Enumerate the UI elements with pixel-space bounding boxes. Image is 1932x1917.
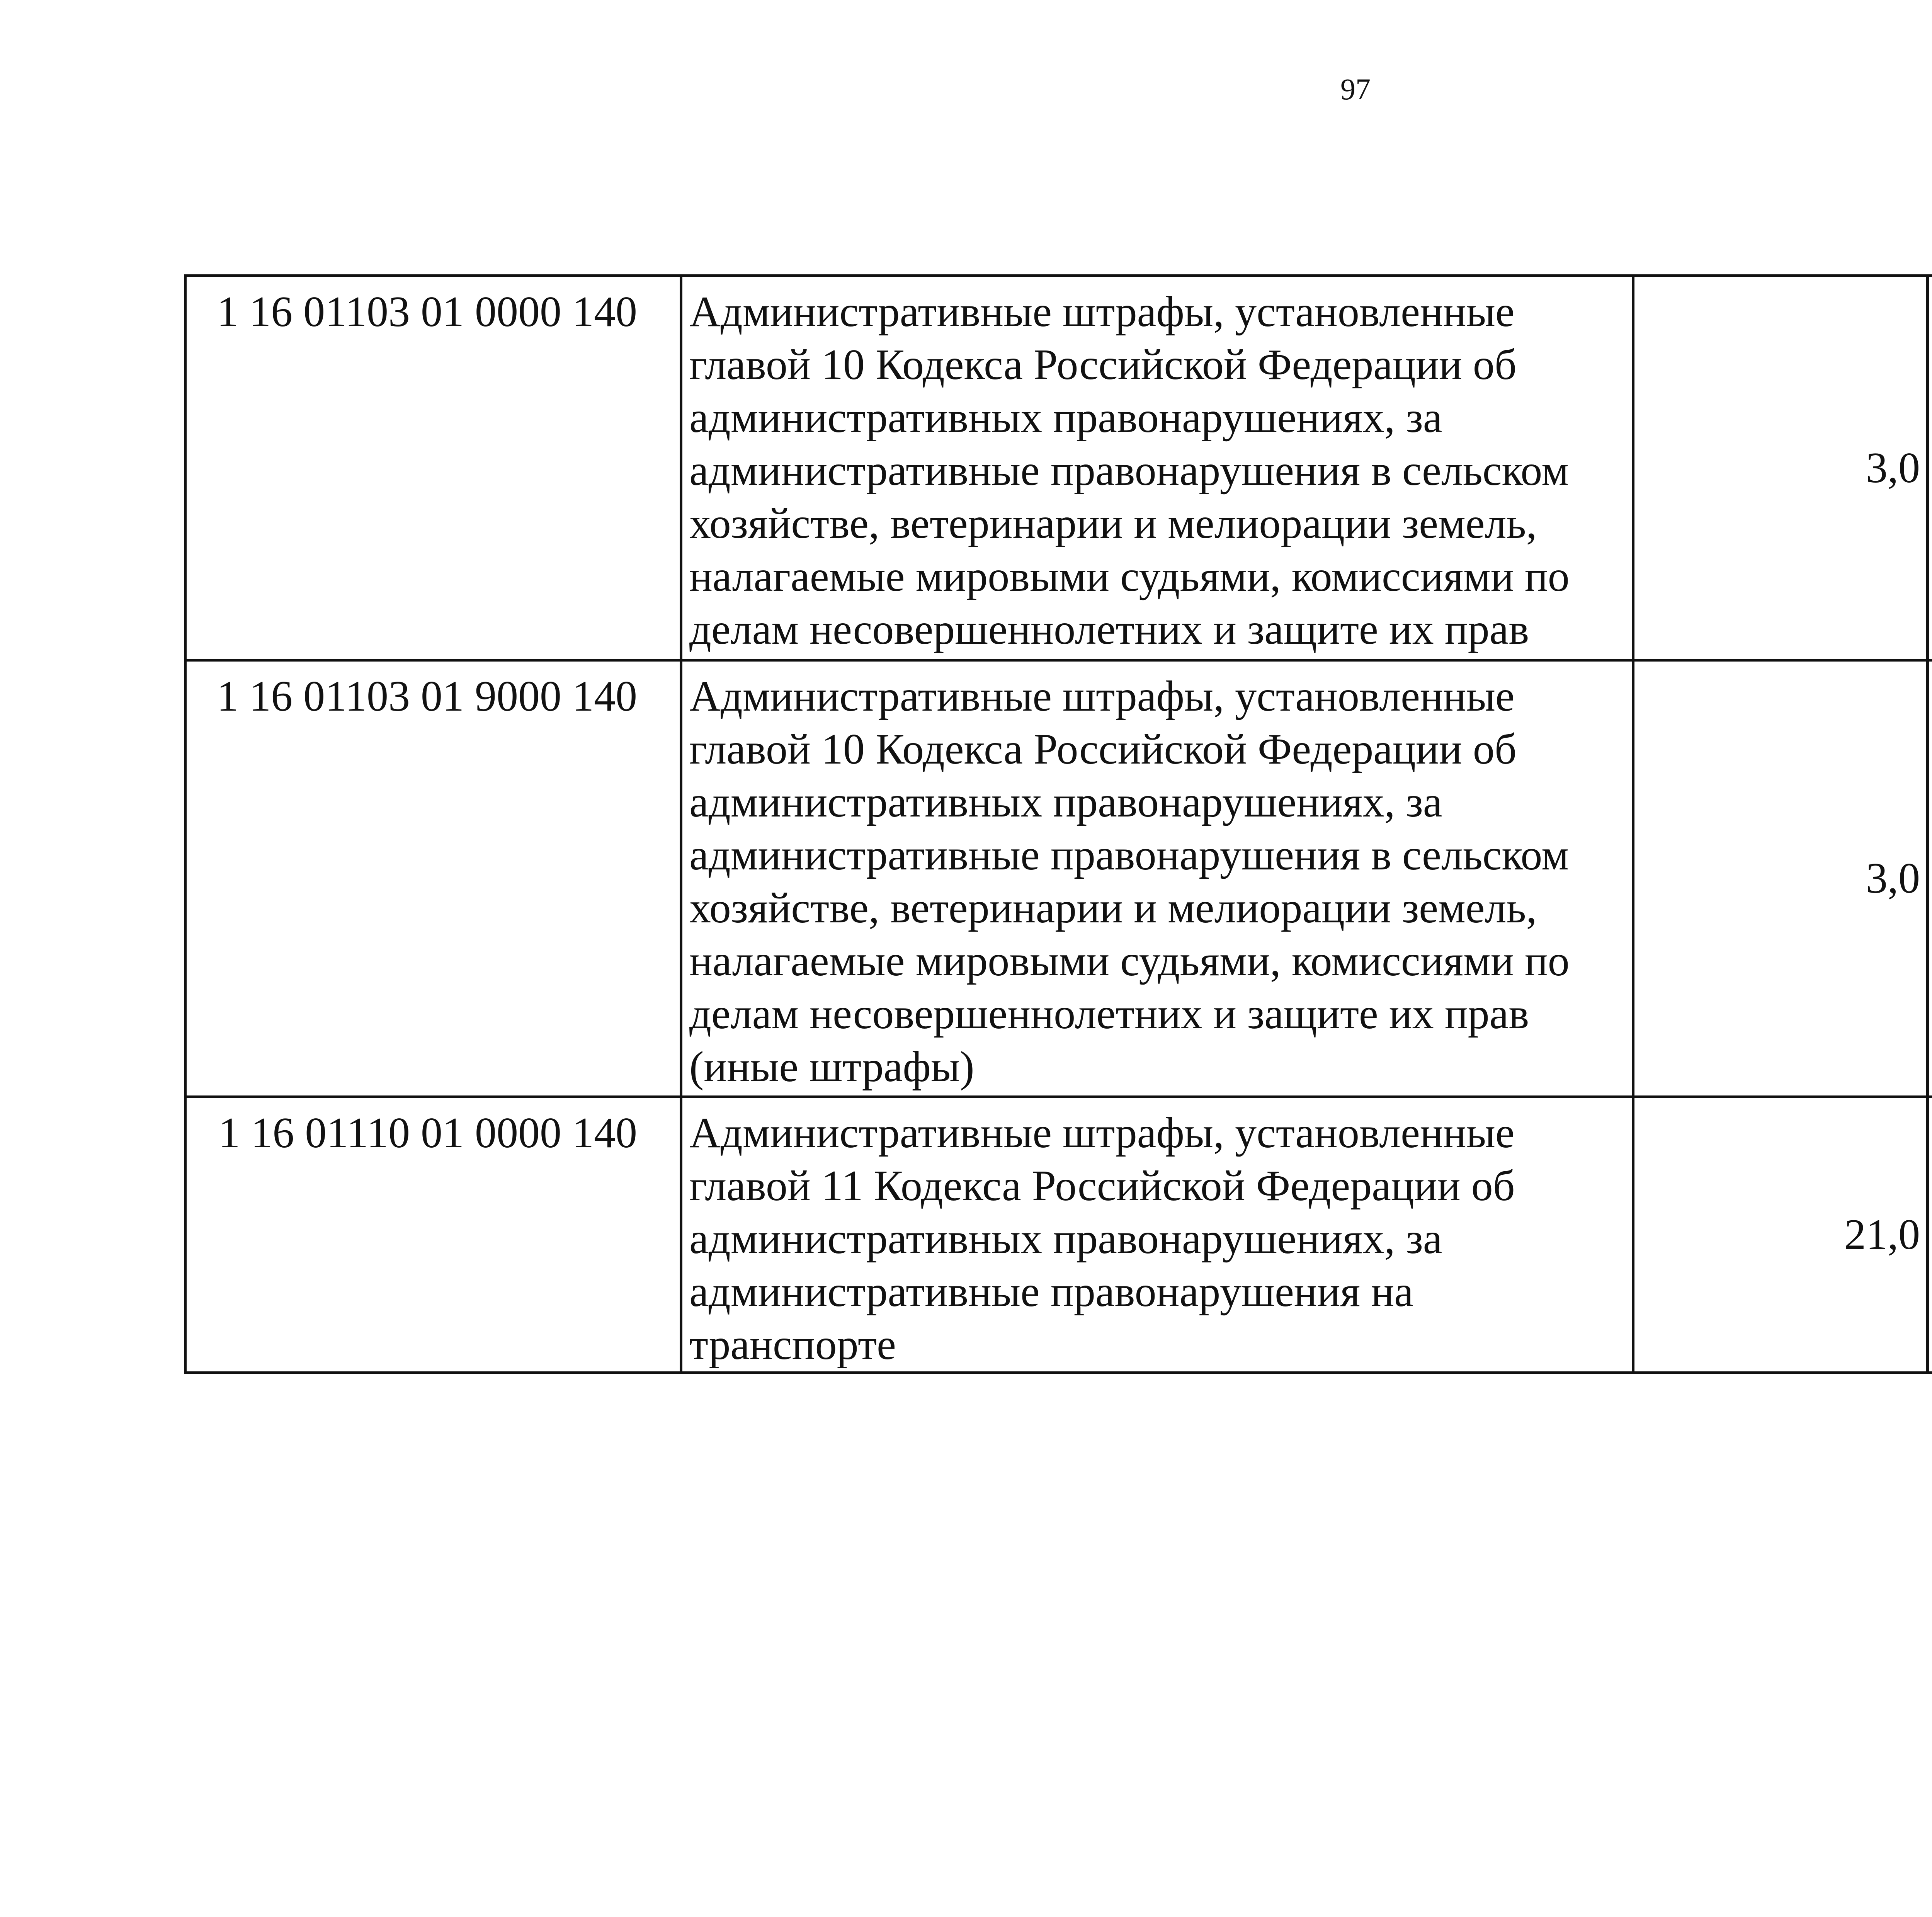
budget-table (184, 274, 1932, 1374)
description-cell: Административные штрафы, установленные главой 10 Кодекса Российской Федерации об административных правонарушениях, за административные правонарушения в сельском хозяйстве, ветеринарии и мелиорации земель, налагаемые мировыми судьями, комиссиями по делам несовершеннолетних и защите их прав (иные штрафы) (681, 660, 1633, 1097)
value-cell: 3,0 (1633, 660, 1928, 1097)
value-cell (1928, 660, 1932, 1097)
value-cell (1928, 1097, 1932, 1373)
description-cell: Административные штрафы, установленные главой 11 Кодекса Российской Федерации об административных правонарушениях, за административные правонарушения на транспорте (681, 1097, 1633, 1373)
budget-code-cell: 1 16 01103 01 0000 140 (185, 276, 681, 660)
description-cell: Административные штрафы, установленные главой 10 Кодекса Российской Федерации об административных правонарушениях, за административные правонарушения в сельском хозяйстве, ветеринарии и мелиорации земель, налагаемые мировыми судьями, комиссиями по делам несовершеннолетних и защите их прав (681, 276, 1633, 660)
value-cell (1928, 276, 1932, 660)
table-row (185, 1097, 1932, 1373)
page-number: 97 (1340, 72, 1371, 106)
budget-code-cell: 1 16 01103 01 9000 140 (185, 660, 681, 1097)
budget-code-cell: 1 16 01110 01 0000 140 (185, 1097, 681, 1373)
value-cell: 3,0 (1633, 276, 1928, 660)
value-cell: 21,0 (1633, 1097, 1928, 1373)
table-row (185, 660, 1932, 1097)
table-row (185, 276, 1932, 660)
